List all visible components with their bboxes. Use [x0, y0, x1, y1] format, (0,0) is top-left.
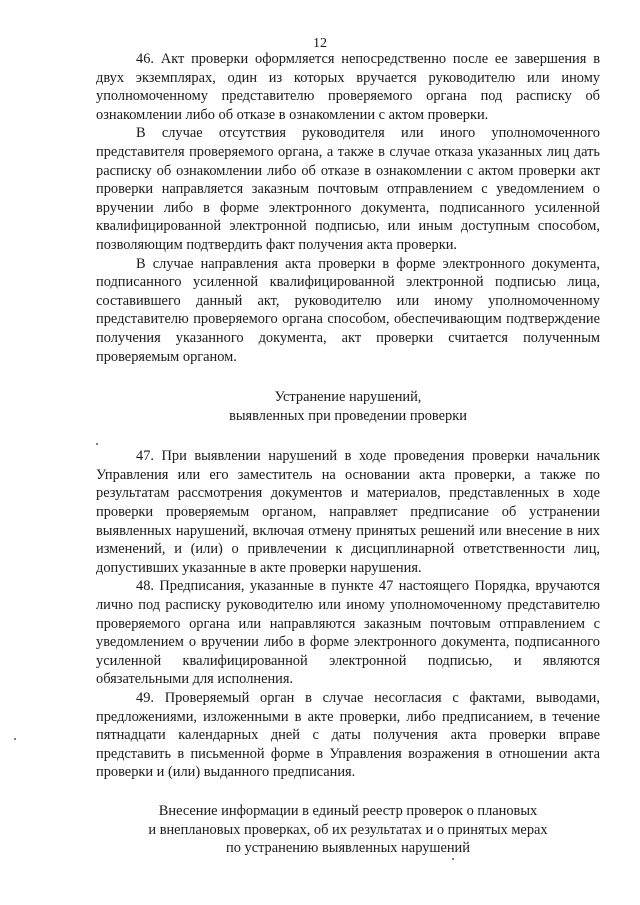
- page-number: 12: [313, 36, 327, 51]
- paragraph-47: 47. При выявлении нарушений в ходе проведения проверки начальник Управления или его заместитель на основании акта проверки, а также по результатам рассмотрения документов и материалов, представленных в ходе проверки проверяемым органом, направляет предписание об устранении выявленных нарушений, включая отмену принятых решений или внесение в них изменений, и (или) о привлечении к дисциплинарной ответственности лиц, допустивших указанные в акте проверки нарушения.: [96, 448, 600, 576]
- scan-speck: [452, 858, 454, 860]
- section-heading-remedy: [96, 388, 600, 425]
- heading-line: и внеплановых проверках, об их результатах и о принятых мерах: [148, 821, 548, 838]
- paragraph-46-absence: В случае отсутствия руководителя или иного уполномоченного представителя проверяемого органа, а также в случае отказа указанных лиц дать расписку об ознакомлении либо об отказе в ознакомлении с актом проверки акт проверки направляется заказным почтовым отправлением с уведомлением о вручении либо в форме электронного документа, подписанного усиленной квалифицированной электронной подписью, или иным доступным способом, позволяющим подтвердить факт получения акта проверки.: [96, 125, 600, 253]
- paragraph-48: 48. Предписания, указанные в пункте 47 настоящего Порядка, вручаются лично под расписку руководителю или иному уполномоченному представителю проверяемого органа или направляются заказным почтовым отправлением с уведомлением о вручении либо в форме электронного документа, подписанного усиленной квалифицированной электронной подписью, и являются обязательными для исполнения.: [96, 578, 600, 688]
- heading-line: выявленных при проведении проверки: [229, 407, 467, 424]
- paragraph-46: 46. Акт проверки оформляется непосредственно после ее завершения в двух экземплярах, один из которых вручается руководителю или иному уполномоченному представителю проверяемого органа под расписку об ознакомлении либо об отказе в ознакомлении с актом проверки.: [96, 51, 600, 123]
- heading-line: Устранение нарушений,: [274, 389, 422, 406]
- paragraph-49: 49. Проверяемый орган в случае несогласия с фактами, выводами, предложениями, изложенными в акте проверки, либо предписанием, в течение пятнадцати календарных дней с даты получения акта проверки вправе представить в письменной форме в Управления возражения в отношении акта проверки и (или) выданного предписания.: [96, 690, 600, 781]
- paragraph-46-electronic: В случае направления акта проверки в форме электронного документа, подписанного усиленной квалифицированной электронной подписью лица, составившего данный акт, руководителю или иному уполномоченному представителю проверяемого органа способом, обеспечивающим подтверждение получения указанного документа, акт проверки считается полученным проверяемым органом.: [96, 255, 600, 365]
- heading-line: по устранению выявленных нарушений: [226, 840, 470, 857]
- document-body: [96, 50, 600, 858]
- scan-speck: [96, 443, 98, 445]
- scan-speck: [14, 738, 16, 740]
- heading-line: Внесение информации в единый реестр проверок о плановых: [158, 802, 538, 819]
- section-heading-registry: [96, 802, 600, 858]
